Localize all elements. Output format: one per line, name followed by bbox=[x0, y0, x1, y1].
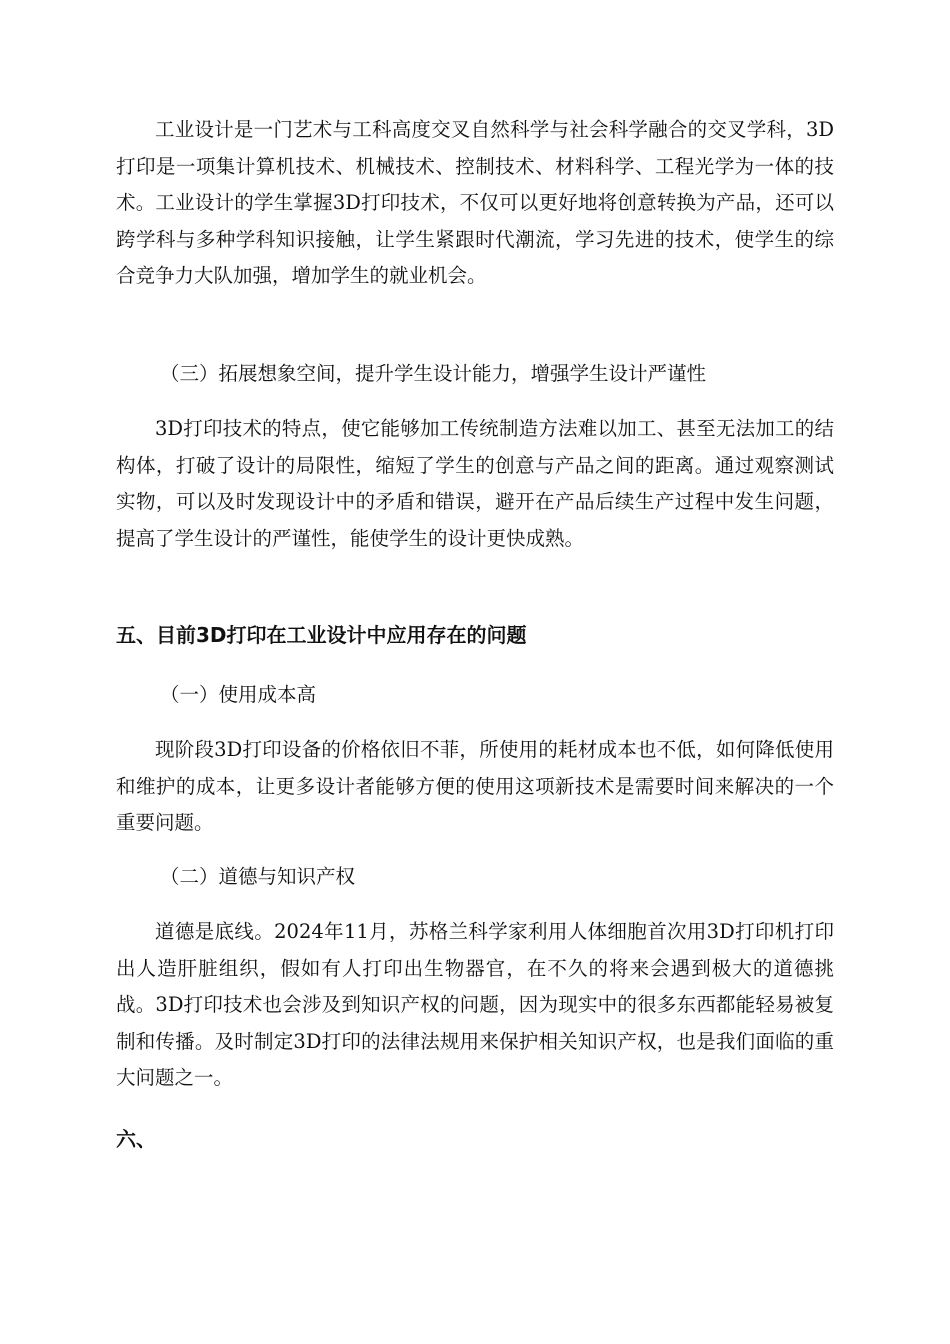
subheading-cost: （一）使用成本高 bbox=[160, 683, 317, 706]
paragraph-ethics-ip: 道德是底线。2024年11月，苏格兰科学家利用人体细胞首次用3D打印机打印出人造肝脏组织，假如有人打印出生物器官，在不久的将来会遇到极大的道德挑战。3D打印技术也会涉及到知识产权的问题，因为现实中的很多东西都能轻易被复制和传播。及时制定3D打印的法律法规用来保护相关知识产权，也是我们面临的重大问题之一。 bbox=[116, 920, 834, 1089]
section-heading-6: 六、 bbox=[116, 1127, 156, 1151]
subheading-ethics-ip: （二）道德与知识产权 bbox=[160, 865, 356, 888]
paragraph-3d-printing-features: 3D打印技术的特点，使它能够加工传统制造方法难以加工、甚至无法加工的结构体，打破了设计的局限性，缩短了学生的创意与产品之间的距离。通过观察测试实物，可以及时发现设计中的矛盾和错误，避开在产品后续生产过程中发生问题，提高了学生设计的严谨性，能使学生的设计更快成熟。 bbox=[116, 417, 834, 550]
subheading-imagination-space: （三）拓展想象空间，提升学生设计能力，增强学生设计严谨性 bbox=[160, 362, 707, 385]
paragraph-industrial-design: 工业设计是一门艺术与工科高度交叉自然科学与社会科学融合的交叉学科，3D打印是一项集计算机技术、机械技术、控制技术、材料科学、工程光学为一体的技术。工业设计的学生掌握3D打印技术，不仅可以更好地将创意转换为产品，还可以跨学科与多种学科知识接触，让学生紧跟时代潮流，学习先进的技术，使学生的综合竞争力大队加强，增加学生的就业机会。 bbox=[116, 118, 834, 287]
paragraph-cost: 现阶段3D打印设备的价格依旧不菲，所使用的耗材成本也不低，如何降低使用和维护的成本，让更多设计者能够方便的使用这项新技术是需要时间来解决的一个重要问题。 bbox=[116, 738, 834, 834]
section-heading-5: 五、目前3D打印在工业设计中应用存在的问题 bbox=[116, 623, 527, 647]
